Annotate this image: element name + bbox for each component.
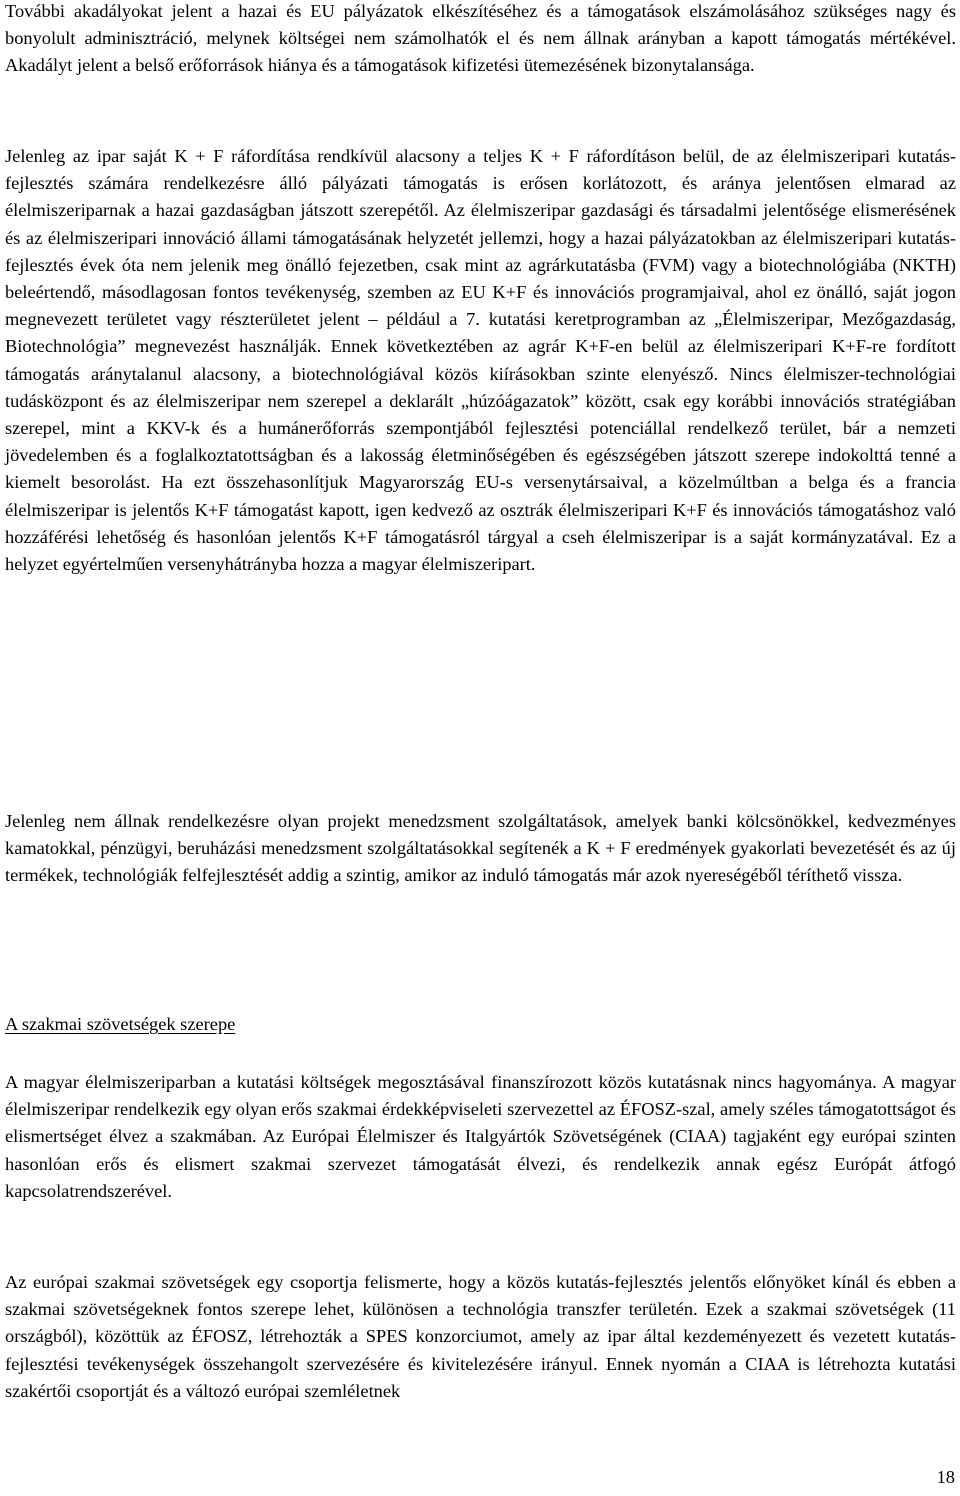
paragraph-project-management-services: Jelenleg nem állnak rendelkezésre olyan projekt menedzsment szolgáltatások, amelyek banki kölcsönökkel, kedvezményes kamatokkal, pénzügyi, beruházási menedzsment szolgáltatásokkal segítenék a K + F eredmények gyakorlati bevezetését és az új termékek, technológiák felfejlesztését addig a szintig, amikor az induló támogatás már azok nyereségéből téríthető vissza. <box>5 811 956 886</box>
page-number: 18 <box>936 1467 955 1487</box>
section-heading: A szakmai szövetségek szerepe <box>5 1014 236 1034</box>
paragraph-administration-obstacles: További akadályokat jelent a hazai és EU pályázatok elkészítéséhez és a támogatások elszámolásához szükséges nagy és bonyolult adminisztráció, melynek költségei nem számolhatók el és nem állnak arányban a kapott támogatás mértékével. Akadályt jelent a belső erőforrások hiánya és a támogatások kifizetési ütemezésének bizonytalansága. <box>5 1 956 76</box>
paragraph-rd-funding: Jelenleg az ipar saját K + F ráfordítása rendkívül alacsony a teljes K + F ráfordításon belül, de az élelmiszeripari kutatás-fejlesztés számára rendelkezésre álló pályázati támogatás is erősen korlátozott, és aránya jelentősen elmarad az élelmiszeriparnak a hazai gazdaságban játszott szerepétől. Az élelmiszeripar gazdasági és társadalmi jelentősége elismerésének és az élelmiszeripari innováció állami támogatásának helyzetét jellemzi, hogy a hazai pályázatokban az élelmiszeripari kutatás-fejlesztés évek óta nem jelenik meg önálló fejezetben, csak mint az agrárkutatásba (FVM) vagy a biotechnológiába (NKTH) beleértendő, másodlagosan fontos tevékenység, szemben az EU K+F és innovációs programjaival, ahol ez önálló, saját jogon megnevezett területet vagy részterületet jelent – például a 7. kutatási keretprogramban az „Élelmiszeripar, Mezőgazdaság, Biotechnológia” megnevezést használják. Ennek következtében az agrár K+F-en belül az élelmiszeripari K+F-re fordított támogatás aránytalanul alacsony, a biotechnológiával közös kiírásokban szinte elenyésző. Nincs élelmiszer-technológiai tudásközpont és az élelmiszeripar nem szerepel a deklarált „húzóágazatok” között, csak egy korábbi innovációs stratégiában szerepel, mint a KKV-k és a humánerőforrás szempontjából fejlesztési potenciállal rendelkező terület, bár a nemzeti jövedelemben és a foglalkoztatottságban és a lakosság életminőségében és egészségében játszott szerepe indokolttá tenné a kiemelt besorolást. Ha ezt összehasonlítjuk Magyarország EU-s versenytársaival, a közelmúltban a belga és a francia élelmiszeripar is jelentős K+F támogatást kapott, igen kedvező az osztrák élelmiszeripari K+F és innovációs támogatáshoz való hozzáférési lehetőség és hasonlóan jelentős K+F támogatásról tárgyal a cseh élelmiszeripar is a saját kormányzatával. Ez a helyzet egyértelműen versenyhátrányba hozza a magyar élelmiszeripart. <box>5 146 956 575</box>
paragraph-professional-associations: A magyar élelmiszeriparban a kutatási költségek megosztásával finanszírozott közös kutatásnak nincs hagyománya. A magyar élelmiszeripar rendelkezik egy olyan erős szakmai érdekképviseleti szervezettel az ÉFOSZ-szal, amely széles támogatottságot és elismertséget élvez a szakmában. Az Európai Élelmiszer és Italgyártók Szövetségének (CIAA) tagjaként egy európai szinten hasonlóan erős és elismert szakmai szervezet támogatását élvezi, és rendelkezik annak egész Európát átfogó kapcsolatrendszerével. <box>5 1072 956 1201</box>
paragraph-european-associations: Az európai szakmai szövetségek egy csoportja felismerte, hogy a közös kutatás-fejlesztés jelentős előnyöket kínál és ebben a szakmai szövetségeknek fontos szerepe lehet, különösen a technológia transzfer területén. Ezek a szakmai szövetségek (11 országból), közöttük az ÉFOSZ, létrehozták a SPES konzorciumot, amely az ipar által kezdeményezett és vezetett kutatás-fejlesztési tevékenységek összehangolt szervezésére és kivitelezésére irányul. Ennek nyomán a CIAA is létrehozta kutatási szakértői csoportját és a változó európai szemléletnek <box>5 1272 956 1401</box>
